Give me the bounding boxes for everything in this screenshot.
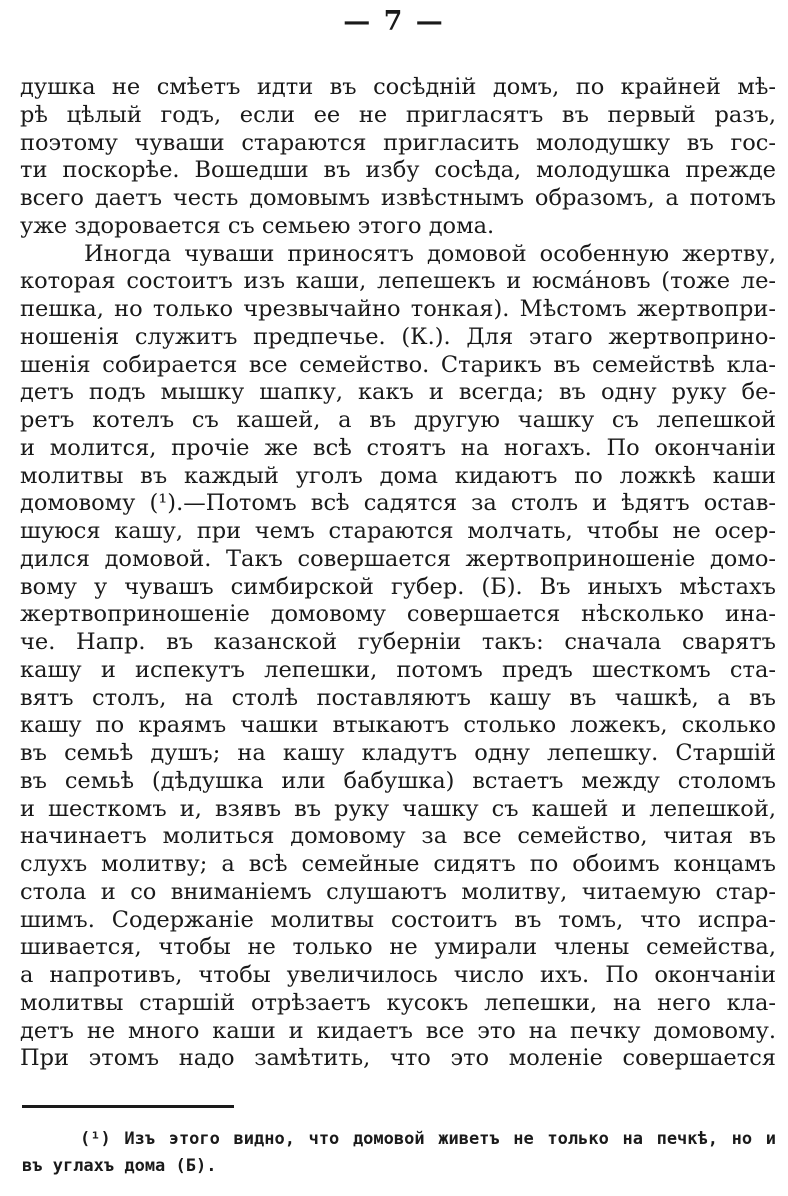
text-line: поэтому чуваши стараются пригласить молодушку въ гос- (20, 129, 776, 156)
text-line: домовому (¹).—Потомъ всѣ садятся за столъ и ѣдятъ остав- (20, 490, 776, 517)
text-line: че. Напр. въ казанской губернiи такъ: сначала сварятъ (20, 629, 776, 655)
footnote-line: въ углахъ дома (Б). (22, 1156, 217, 1176)
text-line: вятъ столъ, на столѣ поставляютъ кашу въ чашкѣ, а въ (20, 684, 776, 711)
text-line: шивается, чтобы не только не умирали члены семейства, (20, 934, 776, 961)
text-line: начинаетъ молиться домовому за все семейство, читая въ (20, 823, 776, 850)
text-line: кашу по краямъ чашки втыкаютъ столько ложекъ, сколько (20, 712, 776, 739)
text-line: душка не смѣетъ идти въ сосѣднiй домъ, по крайней мѣ- (20, 74, 776, 100)
text-line: При этомъ надо замѣтить, что это моленiе совершается (20, 1045, 776, 1072)
footnote-line: (¹) Изъ этого видно, что домовой живетъ не только на печкѣ, но и (80, 1129, 776, 1149)
text-line: молитвы въ каждый уголъ дома кидаютъ по ложкѣ каши (20, 462, 776, 489)
footnote-divider (22, 1105, 234, 1108)
text-line: которая состоитъ изъ каши, лепешекъ и юсмáновъ (тоже ле- (20, 268, 776, 295)
text-line: кашу и испекутъ лепешки, потомъ предъ шесткомъ ста- (20, 656, 776, 683)
paragraph-end-line: уже здоровается съ семьею этого дома. (20, 212, 495, 239)
paragraph-start-line: Иногда чуваши приносятъ домовой особенную жертву, (84, 240, 776, 267)
text-line: въ семьѣ (дѣдушка или бабушка) встаетъ между столомъ (20, 767, 776, 794)
page-number: — 7 — (343, 6, 445, 37)
text-line: вому у чувашъ симбирской губер. (Б). Въ иныхъ мѣстахъ (20, 573, 776, 600)
text-line: слухъ молитву; а всѣ семейные сидятъ по обоимъ концамъ (20, 851, 776, 877)
text-line: стола и со вниманiемъ слушаютъ молитву, читаемую стар- (20, 878, 776, 905)
text-line: а напротивъ, чтобы увеличилось число ихъ. По окончанiи (20, 962, 776, 988)
text-line: жертвоприношенiе домовому совершается нѣсколько ина- (20, 601, 776, 628)
text-line: въ семьѣ душъ; на кашу кладутъ одну лепешку. Старшiй (20, 740, 776, 766)
text-line: шенiя собирается все семейство. Старикъ въ семействѣ кла- (20, 351, 776, 378)
text-line: всего даетъ честь домовымъ извѣстнымъ образомъ, а потомъ (20, 185, 776, 211)
text-line: молитвы старшiй отрѣзаетъ кусокъ лепешки, на него кла- (20, 989, 776, 1016)
text-line: и шесткомъ и, взявъ въ руку чашку съ кашей и лепешкой, (20, 795, 776, 822)
text-line: ношенiя служитъ предпечье. (К.). Для этаго жертвоприно- (20, 323, 776, 350)
text-line: пешка, но только чрезвычайно тонкая). Мѣстомъ жертвопри- (20, 296, 776, 322)
text-line: шимъ. Содержанiе молитвы состоитъ въ томъ, что испра- (20, 906, 776, 933)
text-line: ти поскорѣе. Вошедши въ избу сосѣда, молодушка прежде (20, 157, 776, 184)
text-line: детъ подъ мышку шапку, какъ и всегда; въ одну руку бе- (20, 379, 776, 406)
text-line: детъ не много каши и кидаетъ все это на печку домовому. (20, 1017, 776, 1044)
text-line: шуюся кашу, при чемъ стараются молчать, чтобы не осер- (20, 518, 776, 544)
text-line: ретъ котелъ съ кашей, а въ другую чашку съ лепешкой (20, 407, 776, 433)
text-line: дился домовой. Такъ совершается жертвоприношенiе домо- (20, 545, 776, 572)
footnote (22, 1126, 776, 1180)
body-text (20, 74, 776, 1073)
text-line: рѣ цѣлый годъ, если ее не пригласятъ въ первый разъ, (20, 101, 776, 128)
text-line: и молится, прочiе же всѣ стоятъ на ногахъ. По окончанiи (20, 434, 776, 461)
